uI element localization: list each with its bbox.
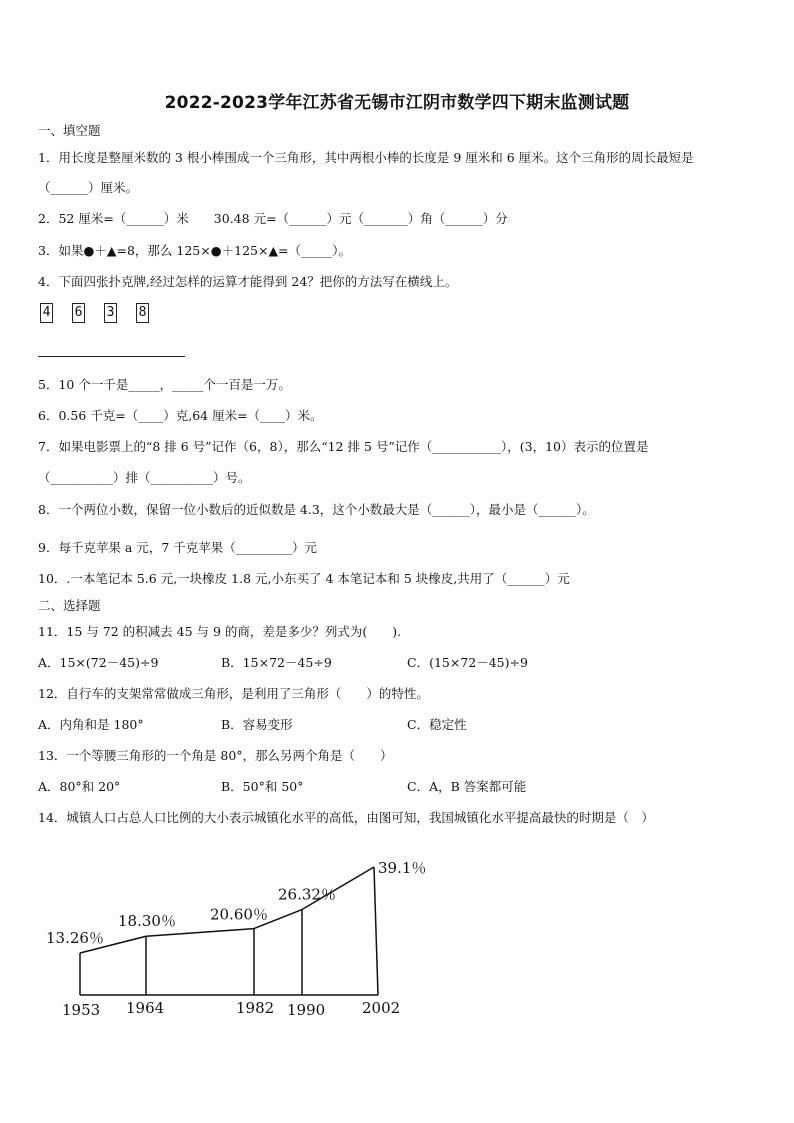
question-6: 6．0.56 千克=（____）克,64 厘米=（____）米。 xyxy=(38,408,323,423)
chart-data-label: 18.30％ xyxy=(118,912,176,931)
poker-card: 3 xyxy=(104,303,117,323)
section-fill-in: 一、填空题 xyxy=(38,123,101,138)
question-3: 3．如果●＋▲=8，那么 125×●＋125×▲=（_____）。 xyxy=(38,243,352,258)
option-b: B．15×72－45÷9 xyxy=(221,655,332,670)
chart-data-label: 20.60％ xyxy=(210,905,268,924)
question-7-line-1: 7．如果电影票上的“8 排 6 号”记作（6，8），那么“12 排 5 号”记作（___________），(3，10）表示的位置是 xyxy=(38,439,649,454)
chart-tick-label: 1953 xyxy=(62,1001,101,1019)
option-b: B．50°和 50° xyxy=(221,779,304,794)
poker-card: 6 xyxy=(72,303,85,323)
chart-data-label: 26.32％ xyxy=(278,885,336,904)
option-a: A．80°和 20° xyxy=(38,779,121,794)
page-title: 2022-2023学年江苏省无锡市江阴市数学四下期末监测试题 xyxy=(164,93,630,113)
question-10: 10．.一本笔记本 5.6 元,一块橡皮 1.8 元,小东买了 4 本笔记本和 5 块橡皮,共用了（______）元 xyxy=(38,571,570,586)
option-c: C．(15×72－45)÷9 xyxy=(407,655,528,670)
question-9: 9．每千克苹果 a 元，7 千克苹果（_________）元 xyxy=(38,540,318,555)
question-13-options xyxy=(38,777,526,795)
chart-data-label: 39.1％ xyxy=(378,859,427,877)
poker-card: 8 xyxy=(136,303,149,323)
urbanization-chart xyxy=(0,840,794,1030)
chart-tick-label: 1964 xyxy=(126,999,165,1017)
option-c: C．稳定性 xyxy=(407,717,467,732)
section-choice: 二、选择题 xyxy=(38,598,101,613)
question-11-options xyxy=(38,653,528,671)
chart-tick-label: 1982 xyxy=(236,999,275,1017)
question-1-line-2: （______）厘米。 xyxy=(38,180,139,195)
chart-data-label: 13.26％ xyxy=(46,929,104,947)
chart-tick-label: 2002 xyxy=(362,999,401,1017)
question-7-line-2: （__________）排（__________）号。 xyxy=(38,470,251,485)
option-c: C．A，B 答案都可能 xyxy=(407,779,527,794)
question-12: 12．自行车的支架常常做成三角形，是利用了三角形（ ）的特性。 xyxy=(38,686,429,701)
question-2: 2．52 厘米=（______）米 30.48 元=（______）元（_______）角（______）分 xyxy=(38,211,508,226)
question-8: 8．一个两位小数，保留一位小数后的近似数是 4.3，这个小数最大是（______），最小是（______）。 xyxy=(38,502,595,517)
poker-cards xyxy=(40,303,168,323)
question-12-options xyxy=(38,715,467,733)
question-5: 5．10 个一千是_____，_____个一百是一万。 xyxy=(38,377,291,392)
option-a: A．内角和是 180° xyxy=(38,717,144,732)
question-1-line-1: 1．用长度是整厘米数的 3 根小棒围成一个三角形，其中两根小棒的长度是 9 厘米和 6 厘米。这个三角形的周长最短是 xyxy=(38,150,694,165)
question-14: 14．城镇人口占总人口比例的大小表示城镇化水平的高低，由图可知，我国城镇化水平提高最快的时期是（ ） xyxy=(38,810,654,825)
chart-tick-label: 1990 xyxy=(287,1001,326,1019)
question-13: 13．一个等腰三角形的一个角是 80°，那么另两个角是（ ） xyxy=(38,748,393,763)
option-a: A．15×(72－45)÷9 xyxy=(38,655,159,670)
option-b: B．容易变形 xyxy=(221,717,293,732)
answer-blank-line xyxy=(38,356,185,357)
question-4: 4．下面四张扑克牌,经过怎样的运算才能得到 24？把你的方法写在横线上。 xyxy=(38,274,458,289)
question-11: 11．15 与 72 的积减去 45 与 9 的商，差是多少？列式为( ). xyxy=(38,624,402,639)
chart-vertical-line xyxy=(374,867,378,995)
poker-card: 4 xyxy=(40,303,53,323)
